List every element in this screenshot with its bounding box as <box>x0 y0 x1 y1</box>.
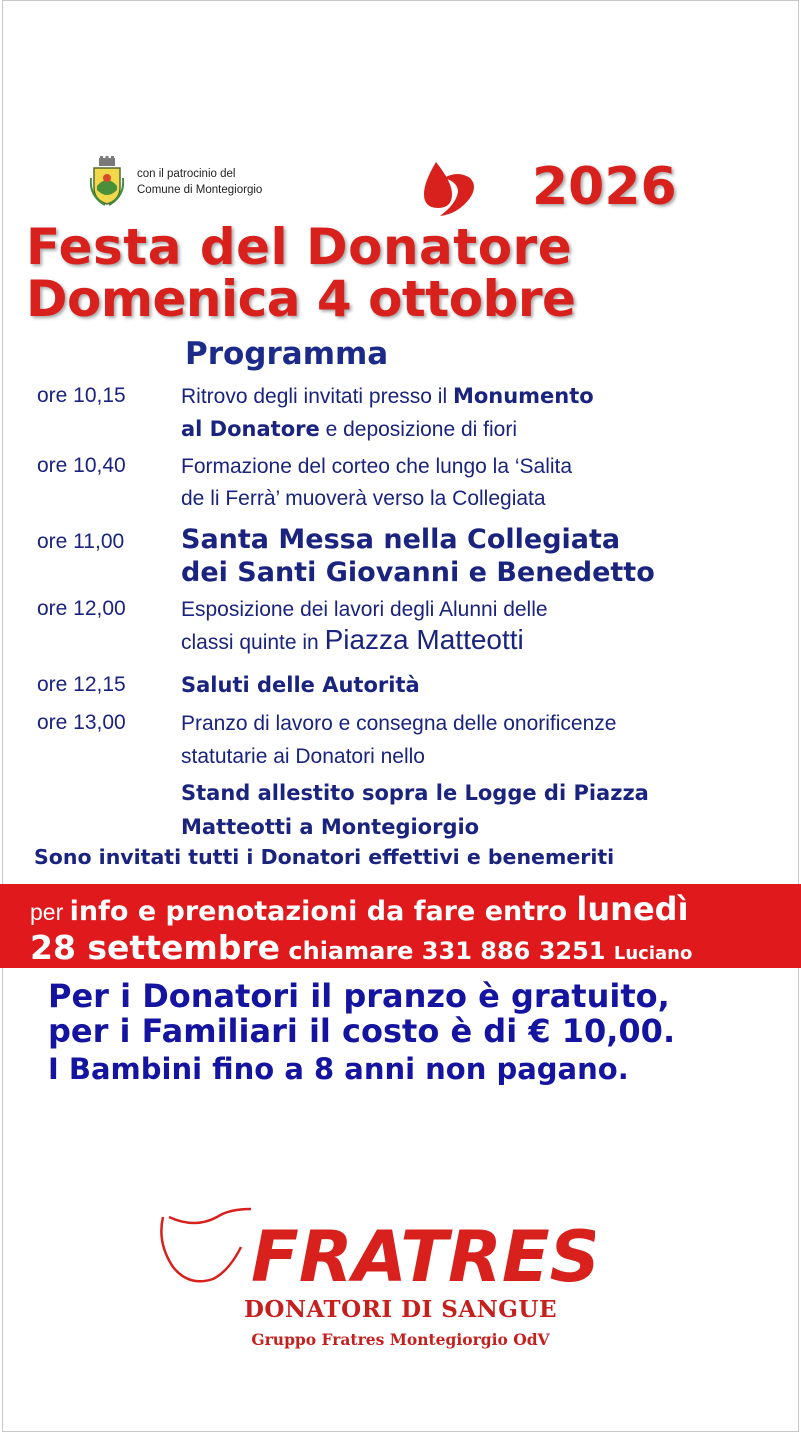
event-date: Domenica 4 ottobre <box>26 270 576 328</box>
pricing-line: I Bambini fino a 8 anni non pagano. <box>48 1052 629 1086</box>
invitation-note: Sono invitati tutti i Donatori effettivi e benemeriti <box>34 845 615 869</box>
info-line2: 28 settembre chiamare 331 886 3251 Luciano <box>30 928 693 967</box>
program-time: ore 11,00 <box>37 530 125 553</box>
program-time: ore 12,00 <box>37 597 126 620</box>
program-item-text: classi quinte in Piazza Matteotti <box>181 624 524 655</box>
program-item-text: dei Santi Giovanni e Benedetto <box>181 557 655 588</box>
program-time: ore 10,40 <box>37 454 126 477</box>
program-item-text: Esposizione dei lavori degli Alunni delle <box>181 598 548 621</box>
program-time: ore 10,15 <box>37 384 126 407</box>
event-title: Festa del Donatore <box>26 218 573 276</box>
fratres-logo-text: FRATRES <box>251 1216 595 1298</box>
municipal-crest-icon <box>90 156 124 206</box>
program-item-text: Formazione del corteo che lungo la ‘Salita <box>181 455 573 478</box>
pricing-line: Per i Donatori il pranzo è gratuito, <box>48 977 670 1015</box>
program-item-text: Ritrovo degli invitati presso il Monumento <box>181 384 594 408</box>
program-item-text: Matteotti a Montegiorgio <box>181 815 480 839</box>
blood-drop-icon <box>418 160 478 218</box>
pricing-line: per i Familiari il costo è di € 10,00. <box>48 1012 676 1050</box>
patronage-text <box>137 166 262 198</box>
organization-name: DONATORI DI SANGUE <box>243 1296 558 1323</box>
program-item-text: Santa Messa nella Collegiata <box>181 524 621 555</box>
patronage-line1: con il patrocinio del <box>137 168 236 180</box>
program-heading: Programma <box>185 336 389 372</box>
program-item-text: Pranzo di lavoro e consegna delle onorificenze <box>181 712 617 735</box>
program-item-text: statutarie ai Donatori nello <box>181 745 425 768</box>
program-item-text: al Donatore e deposizione di fiori <box>181 417 518 441</box>
info-line1: per info e prenotazioni da fare entro lunedì <box>30 890 689 928</box>
program-item-text: de li Ferrà’ muoverà verso la Collegiata <box>181 487 546 510</box>
program-item-text: Stand allestito sopra le Logge di Piazza <box>181 781 649 805</box>
fratres-logo <box>155 1195 595 1305</box>
patronage-line2: Comune di Montegiorgio <box>137 184 263 196</box>
program-item-text: Saluti delle Autorità <box>181 673 420 697</box>
program-time: ore 12,15 <box>37 673 126 696</box>
program-time: ore 13,00 <box>37 711 126 734</box>
event-year: 2026 <box>532 157 677 217</box>
organization-group: Gruppo Fratres Montegiorgio OdV <box>251 1330 550 1349</box>
